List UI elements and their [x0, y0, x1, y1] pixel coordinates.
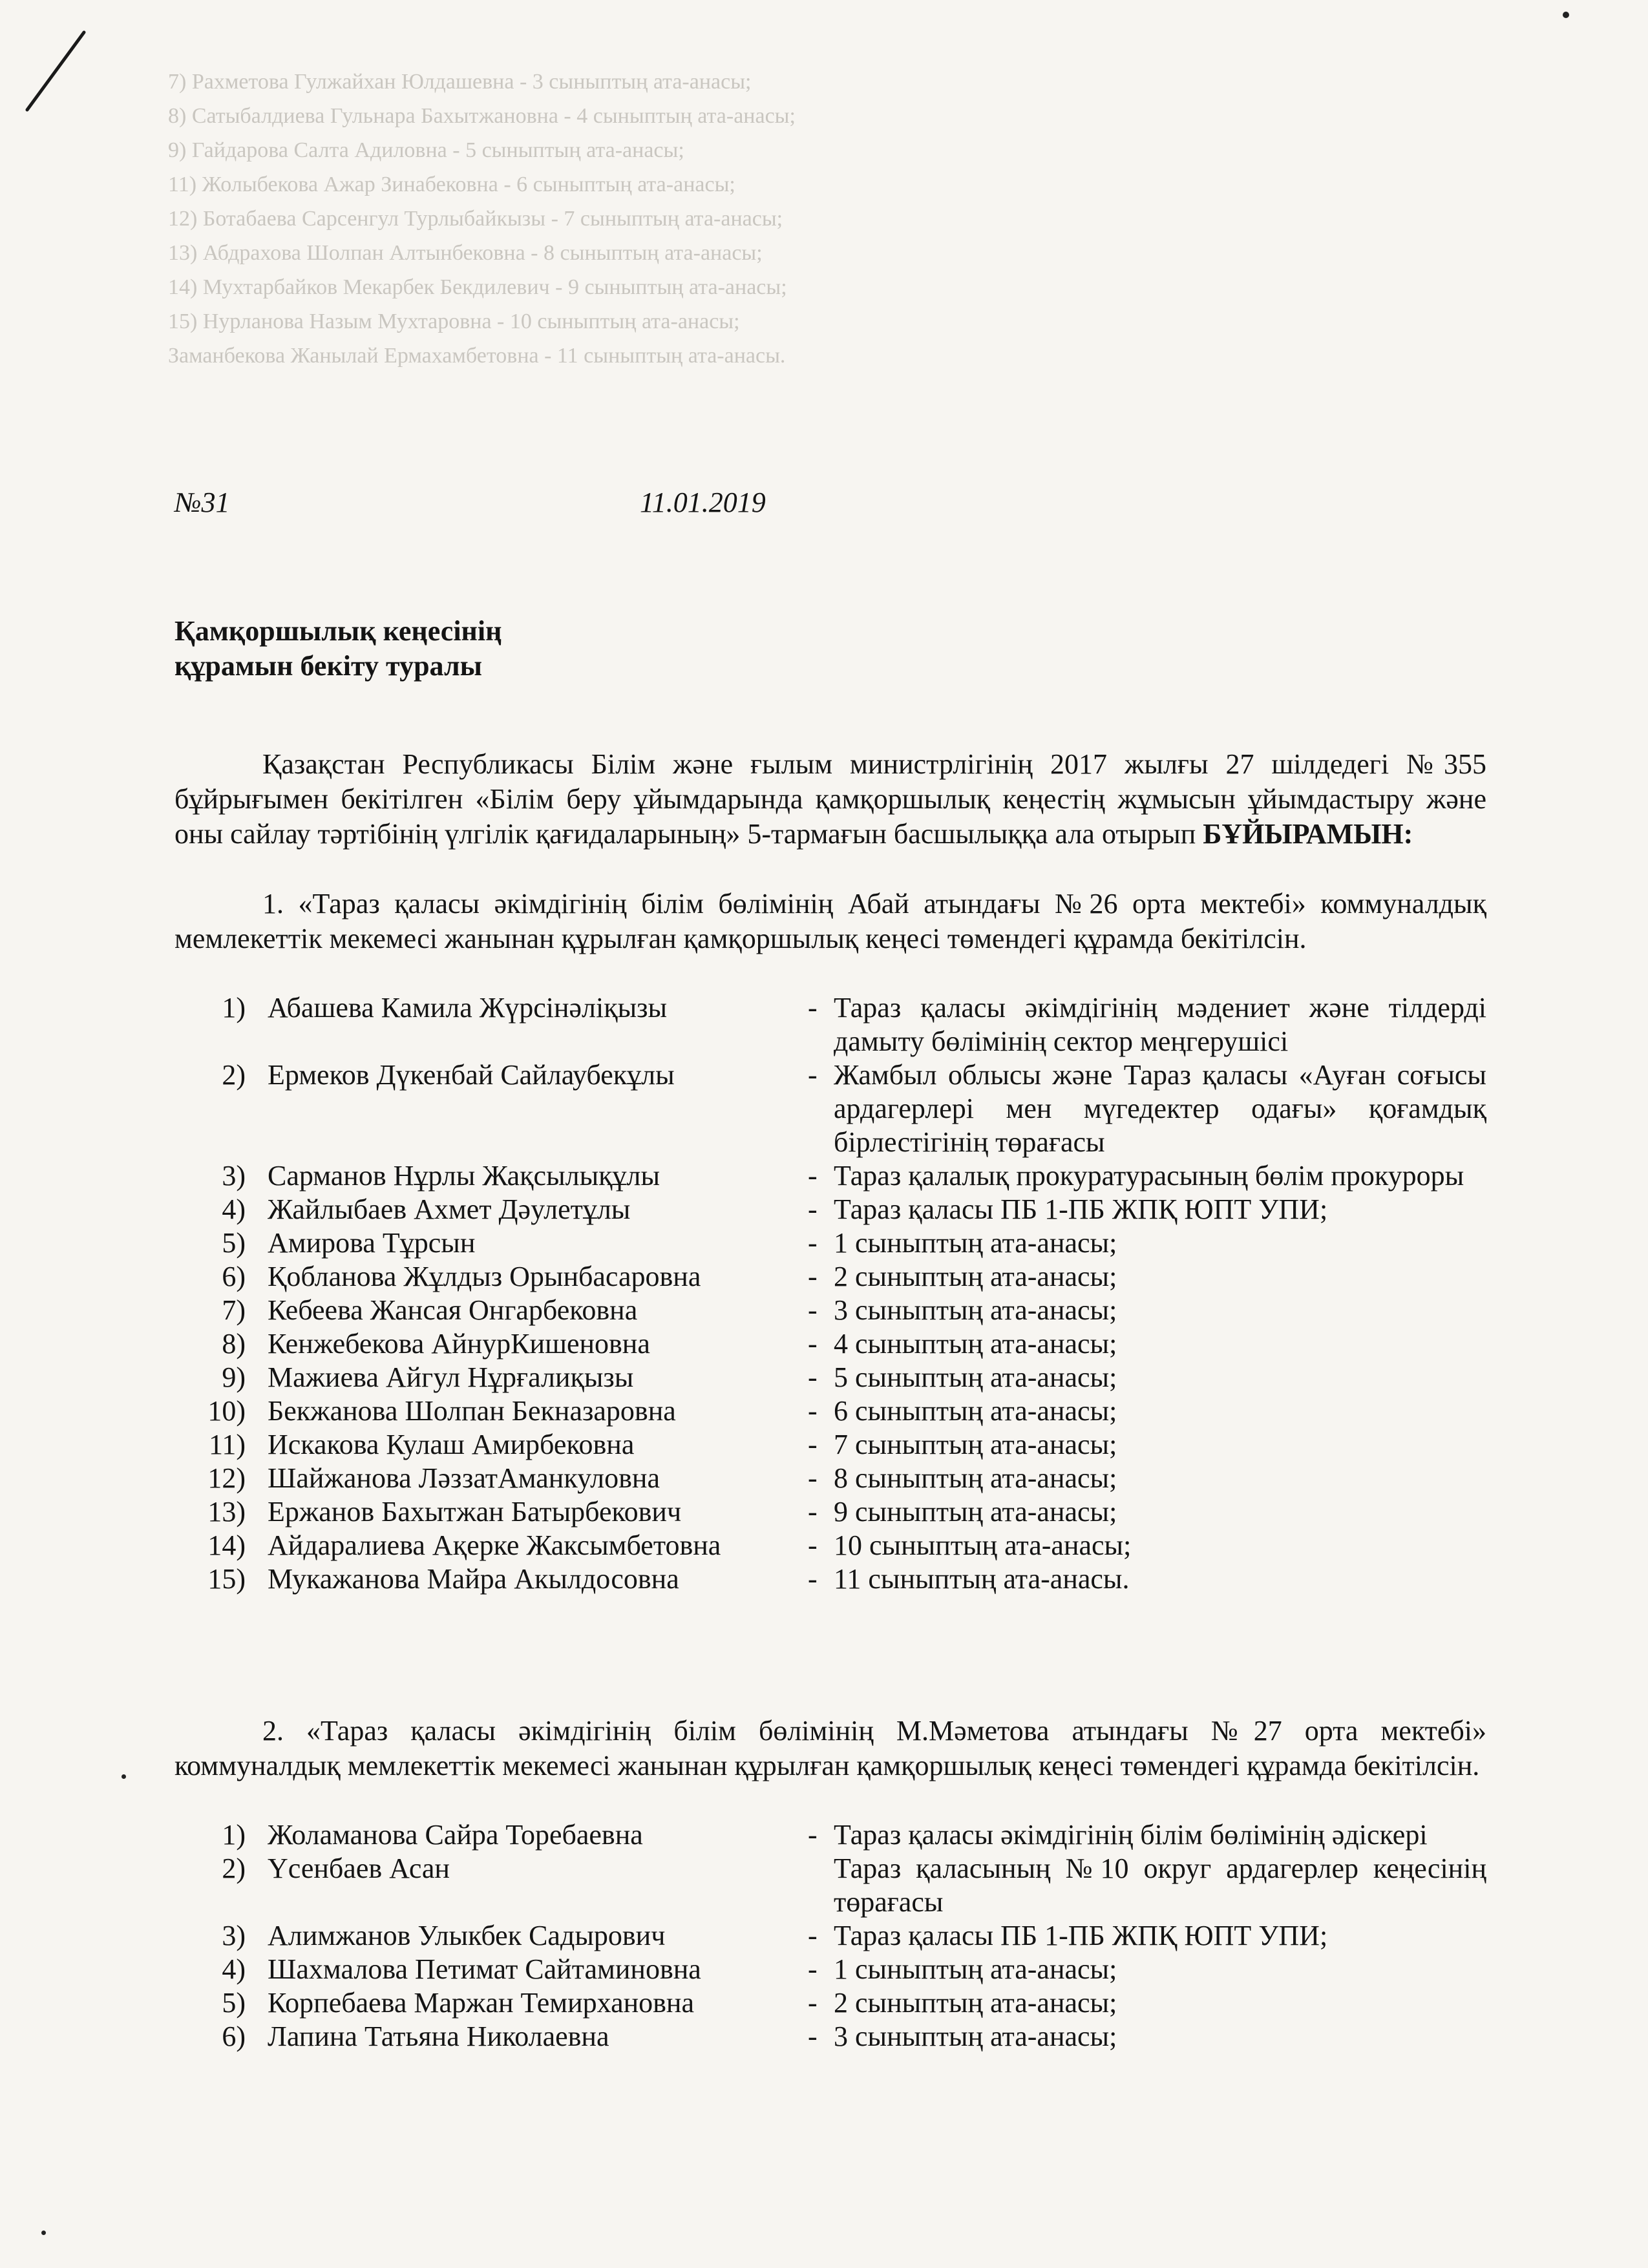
member-role: 6 сыныптың ата-анасы; — [834, 1395, 1117, 1427]
member-name: Искакова Кулаш Амирбековна — [268, 1429, 635, 1460]
member-role: Тараз қаласының №10 округ ардагерлер кеңесінің төрағасы — [834, 1853, 1486, 1918]
section-text: 1. «Тараз қаласы әкімдігінің білім бөлімінің Абай атындағы №26 орта мектебі» коммуналдық мемлекеттік мекемесі жанынан құрылған қамқоршылық кеңесі төмендегі құрамда бекітілсін. — [174, 888, 1486, 954]
member-number: 5) — [222, 1227, 246, 1259]
member-number: 4) — [222, 1193, 246, 1225]
member-role: 3 сыныптың ата-анасы; — [834, 2021, 1117, 2052]
bleed-through-text — [168, 65, 1525, 373]
member-name: Корпебаева Маржан Темирхановна — [268, 1987, 694, 2019]
member-number: 10) — [207, 1395, 246, 1427]
member-dash: - — [808, 1987, 818, 2019]
member-role: Тараз қаласы әкімдігінің білім бөлімінің әдіскері — [834, 1819, 1428, 1851]
member-number: 1) — [222, 1819, 246, 1851]
member-name: Алимжанов Улыкбек Садырович — [268, 1920, 666, 1951]
preamble-paragraph — [174, 747, 1486, 852]
member-role: 2 сыныптың ата-анасы; — [834, 1987, 1117, 2019]
member-role: 8 сыныптың ата-анасы; — [834, 1462, 1117, 1494]
pen-stroke-mark — [19, 26, 90, 116]
member-dash: - — [808, 1328, 818, 1360]
member-role: Тараз қаласы әкімдігінің мәдениет және тілдерді дамыту бөлімінің сектор меңгерушісі — [834, 992, 1486, 1057]
member-row — [174, 1986, 1486, 2020]
member-row — [174, 1818, 1486, 1852]
section-text: 2. «Тараз қаласы әкімдігінің білім бөлімінің М.Мәметова атындағы №27 орта мектебі» коммуналдық мемлекеттік мекемесі жанынан құрылған қамқоршылық кеңесі төмендегі құрамда бекітілсін. — [174, 1715, 1486, 1781]
bleed-through-line: 15) Нурланова Назым Мухтаровна - 10 сыныптың ата-анасы; — [168, 310, 740, 333]
title-line: құрамын бекіту туралы — [174, 650, 482, 682]
speck-mark — [121, 1774, 126, 1779]
member-role: 4 сыныптың ата-анасы; — [834, 1328, 1117, 1360]
member-role: Тараз қаласы ПБ 1-ПБ ЖПҚ ЮПТ УПИ; — [834, 1920, 1328, 1951]
member-name: Жоламанова Сайра Торебаевна — [268, 1819, 643, 1851]
member-row — [174, 1226, 1486, 1260]
member-row — [174, 1562, 1486, 1596]
member-row — [174, 1852, 1486, 1919]
member-dash: - — [808, 1261, 818, 1292]
bleed-through-line: 7) Рахметова Гулжайхан Юлдашевна - 3 сыныптың ата-анасы; — [168, 70, 752, 94]
section-1-member-list — [174, 991, 1486, 1596]
member-dash: - — [808, 1193, 818, 1225]
member-number: 2) — [222, 1853, 246, 1884]
member-name: Шайжанова ЛәззатАманкуловна — [268, 1462, 660, 1494]
member-number: 3) — [222, 1160, 246, 1192]
member-name: Сарманов Нұрлы Жақсылықұлы — [268, 1160, 660, 1192]
member-row — [174, 1529, 1486, 1562]
member-number: 2) — [222, 1059, 246, 1091]
document-number: №31 — [174, 487, 230, 518]
document-title — [174, 614, 502, 684]
member-number: 15) — [207, 1563, 246, 1595]
member-dash — [808, 1852, 834, 1919]
bleed-through-line: 13) Абдрахова Шолпан Алтынбековна - 8 сыныптың ата-анасы; — [168, 241, 763, 265]
member-row — [174, 1327, 1486, 1361]
member-role: 3 сыныптың ата-анасы; — [834, 1294, 1117, 1326]
member-dash: - — [808, 1227, 818, 1259]
bleed-through-line: Заманбекова Жанылай Ермахамбетовна - 11 сыныптың ата-анасы. — [168, 344, 786, 368]
member-dash: - — [808, 1920, 818, 1951]
member-name: Лапина Татьяна Николаевна — [268, 2021, 609, 2052]
member-dash: - — [808, 1160, 818, 1192]
member-number: 3) — [222, 1920, 246, 1951]
member-number: 9) — [222, 1361, 246, 1393]
member-dash: - — [808, 1563, 818, 1595]
preamble-text: Қазақстан Республикасы Білім және ғылым министрлігінің 2017 жылғы 27 шілдедегі №355 бұйрығымен бекітілген «Білім беру ұйымдарында қамқоршылық кеңестің жұмысын ұйымдастыру және оны сайлау тәртібінің үлгілік қағидаларының» 5-тармағын басшылыққа ала отырып — [174, 748, 1486, 850]
member-number: 6) — [222, 1261, 246, 1292]
member-row — [174, 1361, 1486, 1394]
member-dash: - — [808, 2021, 818, 2052]
member-row — [174, 1462, 1486, 1495]
member-dash: - — [808, 992, 818, 1024]
member-row — [174, 1159, 1486, 1193]
member-row — [174, 1193, 1486, 1226]
bleed-through-line: 14) Мухтарбайков Мекарбек Бекдилевич - 9 сыныптың ата-анасы; — [168, 275, 787, 299]
member-name: Ермеков Дүкенбай Сайлаубекұлы — [268, 1059, 675, 1091]
member-number: 5) — [222, 1987, 246, 2019]
member-name: Шахмалова Петимат Сайтаминовна — [268, 1953, 701, 1985]
member-role: 11 сыныптың ата-анасы. — [834, 1563, 1130, 1595]
member-number: 13) — [207, 1496, 246, 1528]
member-role: 5 сыныптың ата-анасы; — [834, 1361, 1117, 1393]
member-number: 4) — [222, 1953, 246, 1985]
member-role: 1 сыныптың ата-анасы; — [834, 1227, 1117, 1259]
member-name: Мукажанова Майра Акылдосовна — [268, 1563, 679, 1595]
member-dash: - — [808, 1496, 818, 1528]
member-row — [174, 1260, 1486, 1294]
member-row — [174, 1495, 1486, 1529]
bleed-through-line: 8) Сатыбалдиева Гульнара Бахытжановна - 4 сыныптың ата-анасы; — [168, 104, 796, 128]
member-role: Тараз қалалық прокуратурасының бөлім прокуроры — [834, 1160, 1464, 1192]
member-number: 11) — [208, 1429, 246, 1460]
section-2-member-list — [174, 1818, 1486, 2053]
member-role: Жамбыл облысы және Тараз қаласы «Ауған соғысы ардагерлері мен мүгедектер одағы» қоғамдық бірлестігінің төрағасы — [834, 1059, 1486, 1158]
member-number: 1) — [222, 992, 246, 1024]
member-number: 8) — [222, 1328, 246, 1360]
member-row — [174, 1058, 1486, 1159]
member-name: Ержанов Бахытжан Батырбекович — [268, 1496, 682, 1528]
member-row — [174, 1919, 1486, 1953]
bleed-through-line: 9) Гайдарова Салта Адиловна - 5 сыныптың ата-анасы; — [168, 138, 684, 162]
bleed-through-line: 11) Жолыбекова Ажар Зинабековна - 6 сыныптың ата-анасы; — [168, 173, 735, 196]
document-date: 11.01.2019 — [640, 487, 766, 518]
member-name: Айдаралиева Ақерке Жаксымбетовна — [268, 1529, 721, 1561]
member-role: Тараз қаласы ПБ 1-ПБ ЖПҚ ЮПТ УПИ; — [834, 1193, 1328, 1225]
member-row — [174, 1428, 1486, 1462]
section-1-text — [174, 887, 1486, 956]
speck-mark — [41, 2231, 46, 2235]
member-dash: - — [808, 1953, 818, 1985]
member-dash: - — [808, 1294, 818, 1326]
member-role: 7 сыныптың ата-анасы; — [834, 1429, 1117, 1460]
member-row — [174, 1953, 1486, 1986]
section-2-text — [174, 1714, 1486, 1783]
member-role: 2 сыныптың ата-анасы; — [834, 1261, 1117, 1292]
member-role: 9 сыныптың ата-анасы; — [834, 1496, 1117, 1528]
member-row — [174, 1294, 1486, 1327]
order-word: БҰЙЫРАМЫН: — [1203, 818, 1413, 850]
member-dash: - — [808, 1059, 818, 1091]
member-name: Жайлыбаев Ахмет Дәулетұлы — [268, 1193, 631, 1225]
member-number: 6) — [222, 2021, 246, 2052]
member-name: Амирова Тұрсын — [268, 1227, 476, 1259]
member-number: 14) — [207, 1529, 246, 1561]
speck-mark — [1563, 12, 1569, 18]
member-row — [174, 1394, 1486, 1428]
member-dash: - — [808, 1429, 818, 1460]
member-name: Үсенбаев Асан — [268, 1853, 450, 1884]
member-role: 10 сыныптың ата-анасы; — [834, 1529, 1132, 1561]
member-number: 7) — [222, 1294, 246, 1326]
member-row — [174, 991, 1486, 1058]
member-name: Бекжанова Шолпан Бекназаровна — [268, 1395, 676, 1427]
bleed-through-line: 12) Ботабаева Сарсенгул Турлыбайкызы - 7 сыныптың ата-анасы; — [168, 207, 783, 231]
member-dash: - — [808, 1462, 818, 1494]
member-name: Қобланова Жұлдыз Орынбасаровна — [268, 1261, 701, 1292]
title-line: Қамқоршылық кеңесінің — [174, 615, 502, 647]
member-dash: - — [808, 1361, 818, 1393]
member-row — [174, 2020, 1486, 2053]
member-dash: - — [808, 1395, 818, 1427]
member-name: Абашева Камила Жүрсінәліқызы — [268, 992, 668, 1024]
member-role: 1 сыныптың ата-анасы; — [834, 1953, 1117, 1985]
member-dash: - — [808, 1819, 818, 1851]
member-name: Кенжебекова АйнурКишеновна — [268, 1328, 650, 1360]
member-dash: - — [808, 1529, 818, 1561]
member-number: 12) — [207, 1462, 246, 1494]
member-name: Мажиева Айгул Нұрғалиқызы — [268, 1361, 634, 1393]
member-name: Кебеева Жансая Онгарбековна — [268, 1294, 638, 1326]
